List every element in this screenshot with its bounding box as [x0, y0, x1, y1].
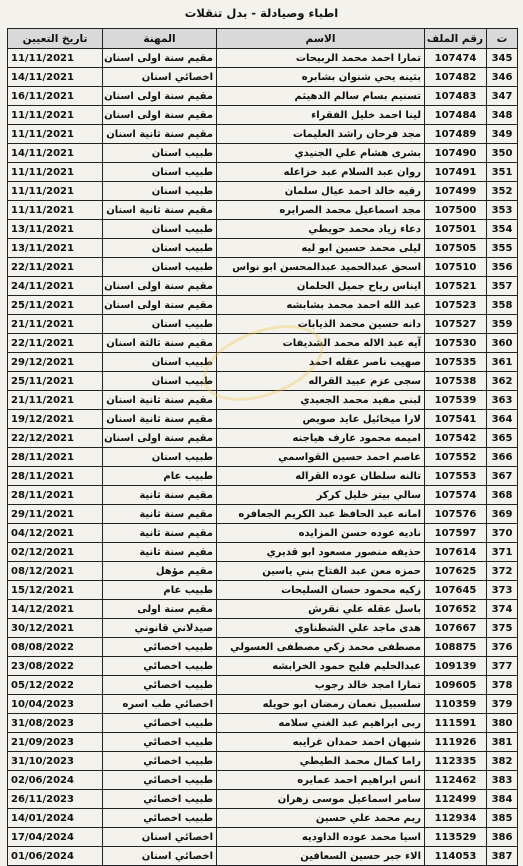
row-number: 363	[487, 391, 518, 410]
row-file-number: 107489	[425, 125, 487, 144]
row-name: سلسبيل نعمان رمضان ابو حويله	[217, 695, 425, 714]
row-number: 359	[487, 315, 518, 334]
row-name: عبد الله احمد محمد بشابشه	[217, 296, 425, 315]
row-file-number: 107510	[425, 258, 487, 277]
row-name: سالي بيتر خليل كركر	[217, 486, 425, 505]
table-row	[8, 676, 518, 695]
row-name: مجد فرحان راشد العليمات	[217, 125, 425, 144]
row-number: 353	[487, 201, 518, 220]
row-number: 350	[487, 144, 518, 163]
row-profession: مقيم سنة ثانية	[103, 524, 217, 543]
row-appointment-date: 25/11/2021	[8, 296, 103, 315]
row-name: روان عبد السلام عبد خزاعله	[217, 163, 425, 182]
table-row	[8, 505, 518, 524]
row-file-number: 111591	[425, 714, 487, 733]
row-file-number: 107538	[425, 372, 487, 391]
row-profession: اخصائي طب اسره	[103, 695, 217, 714]
row-profession: طبيب عام	[103, 581, 217, 600]
row-profession: مقيم سنة اولى	[103, 600, 217, 619]
row-profession: طبيب اسنان	[103, 448, 217, 467]
row-file-number: 107553	[425, 467, 487, 486]
row-appointment-date: 29/12/2021	[8, 353, 103, 372]
table-row	[8, 125, 518, 144]
row-appointment-date: 11/11/2021	[8, 182, 103, 201]
row-file-number: 107535	[425, 353, 487, 372]
row-name: بشرى هشام علي الجنيدي	[217, 144, 425, 163]
row-profession: اخصائي اسنان	[103, 828, 217, 847]
table-row	[8, 182, 518, 201]
row-number: 345	[487, 49, 518, 68]
row-file-number: 107501	[425, 220, 487, 239]
row-file-number: 107574	[425, 486, 487, 505]
row-number: 380	[487, 714, 518, 733]
row-name: صهيب ناصر عقله احمد	[217, 353, 425, 372]
row-number: 372	[487, 562, 518, 581]
row-number: 375	[487, 619, 518, 638]
row-file-number: 107474	[425, 49, 487, 68]
row-name: لبنى مفيد محمد الجعيدي	[217, 391, 425, 410]
row-number: 364	[487, 410, 518, 429]
row-profession: طبيب اخصائي	[103, 676, 217, 695]
row-profession: مقيم سنة ثانية اسنان	[103, 125, 217, 144]
table-row	[8, 315, 518, 334]
table-row	[8, 790, 518, 809]
row-appointment-date: 14/11/2021	[8, 144, 103, 163]
table-row	[8, 581, 518, 600]
row-file-number: 107652	[425, 600, 487, 619]
row-number: 360	[487, 334, 518, 353]
table-row	[8, 277, 518, 296]
row-number: 377	[487, 657, 518, 676]
row-number: 352	[487, 182, 518, 201]
row-file-number: 107484	[425, 106, 487, 125]
row-name: عبدالحليم فليح حمود الخرابشه	[217, 657, 425, 676]
row-number: 367	[487, 467, 518, 486]
row-profession: اخصائي اسنان	[103, 68, 217, 87]
row-name: شيهان احمد حمدان غرايبه	[217, 733, 425, 752]
row-profession: طبيب اخصائي	[103, 657, 217, 676]
row-name: لينا احمد خليل الفقراء	[217, 106, 425, 125]
row-profession: مقيم سنة ثالثة اسنان	[103, 334, 217, 353]
row-appointment-date: 02/12/2021	[8, 543, 103, 562]
row-appointment-date: 22/11/2021	[8, 334, 103, 353]
row-file-number: 107491	[425, 163, 487, 182]
row-name: امانه عبد الحافظ عبد الكريم الجعافره	[217, 505, 425, 524]
row-appointment-date: 25/11/2021	[8, 372, 103, 391]
header-name: الاسم	[217, 29, 425, 49]
row-file-number: 110359	[425, 695, 487, 714]
row-appointment-date: 02/06/2024	[8, 771, 103, 790]
row-file-number: 107552	[425, 448, 487, 467]
row-appointment-date: 11/11/2021	[8, 201, 103, 220]
row-number: 384	[487, 790, 518, 809]
table-row	[8, 847, 518, 866]
row-name: الاء جبر حسين السعافين	[217, 847, 425, 866]
row-profession: مقيم سنة ثانية	[103, 486, 217, 505]
row-appointment-date: 16/11/2021	[8, 87, 103, 106]
row-name: ناديه عوده حسن المزايده	[217, 524, 425, 543]
row-number: 356	[487, 258, 518, 277]
row-number: 378	[487, 676, 518, 695]
row-number: 376	[487, 638, 518, 657]
row-appointment-date: 23/08/2022	[8, 657, 103, 676]
row-number: 351	[487, 163, 518, 182]
row-file-number: 111926	[425, 733, 487, 752]
row-file-number: 112462	[425, 771, 487, 790]
table-row	[8, 391, 518, 410]
row-appointment-date: 29/11/2021	[8, 505, 103, 524]
table-row	[8, 239, 518, 258]
row-file-number: 107576	[425, 505, 487, 524]
table-row	[8, 220, 518, 239]
table-row	[8, 638, 518, 657]
table-row	[8, 49, 518, 68]
row-appointment-date: 15/12/2021	[8, 581, 103, 600]
row-file-number: 108875	[425, 638, 487, 657]
row-file-number: 107542	[425, 429, 487, 448]
row-number: 348	[487, 106, 518, 125]
header-appointment-date: تاريخ التعيين	[8, 29, 103, 49]
row-appointment-date: 05/12/2022	[8, 676, 103, 695]
table-row	[8, 771, 518, 790]
row-profession: طبيب اسنان	[103, 315, 217, 334]
allowance-table	[7, 28, 518, 866]
row-profession: مقيم سنة ثانية اسنان	[103, 391, 217, 410]
row-number: 369	[487, 505, 518, 524]
document-title: اطباء وصيادلة - بدل تنقلات	[184, 6, 339, 20]
row-name: تمارا امجد خالد رجوب	[217, 676, 425, 695]
row-name: سامر اسماعيل موسى زهران	[217, 790, 425, 809]
row-profession: طبيب اسنان	[103, 239, 217, 258]
table-row	[8, 163, 518, 182]
table-row	[8, 809, 518, 828]
table-row	[8, 619, 518, 638]
row-appointment-date: 17/04/2024	[8, 828, 103, 847]
row-appointment-date: 21/11/2021	[8, 315, 103, 334]
table-row	[8, 201, 518, 220]
table-row	[8, 372, 518, 391]
row-profession: مقيم سنة ثانية اسنان	[103, 410, 217, 429]
row-name: دانه حسين محمد الذيابات	[217, 315, 425, 334]
row-appointment-date: 28/11/2021	[8, 467, 103, 486]
row-profession: مقيم سنة اولى اسنان	[103, 87, 217, 106]
row-profession: طبيب اخصائي	[103, 790, 217, 809]
row-name: لارا ميخائيل عايد صويص	[217, 410, 425, 429]
row-profession: مقيم مؤهل	[103, 562, 217, 581]
row-profession: طبيب اخصائي	[103, 752, 217, 771]
table-row	[8, 752, 518, 771]
row-number: 347	[487, 87, 518, 106]
row-appointment-date: 14/11/2021	[8, 68, 103, 87]
row-profession: طبيب اسنان	[103, 182, 217, 201]
row-appointment-date: 26/11/2023	[8, 790, 103, 809]
row-number: 366	[487, 448, 518, 467]
row-appointment-date: 22/12/2021	[8, 429, 103, 448]
row-appointment-date: 21/11/2021	[8, 391, 103, 410]
row-profession: مقيم سنة اولى اسنان	[103, 277, 217, 296]
table-row	[8, 828, 518, 847]
row-profession: مقيم سنة اولى اسنان	[103, 429, 217, 448]
row-file-number: 107597	[425, 524, 487, 543]
header-file-number: رقم الملف	[425, 29, 487, 49]
row-file-number: 107645	[425, 581, 487, 600]
row-file-number: 107527	[425, 315, 487, 334]
row-name: رقيه خالد احمد عيال سلمان	[217, 182, 425, 201]
header-number: ت	[487, 29, 518, 49]
row-profession: اخصائي اسنان	[103, 847, 217, 866]
row-name: تسنيم بسام سالم الدهيثم	[217, 87, 425, 106]
row-name: اسيا محمد عوده الداوديه	[217, 828, 425, 847]
table-row	[8, 87, 518, 106]
row-profession: مقيم سنة ثانية اسنان	[103, 201, 217, 220]
row-profession: طبيب اخصائي	[103, 809, 217, 828]
row-number: 371	[487, 543, 518, 562]
row-appointment-date: 28/11/2021	[8, 448, 103, 467]
row-profession: طبيب اخصائي	[103, 733, 217, 752]
row-number: 382	[487, 752, 518, 771]
row-number: 355	[487, 239, 518, 258]
row-appointment-date: 11/11/2021	[8, 49, 103, 68]
row-appointment-date: 14/12/2021	[8, 600, 103, 619]
row-name: دعاء زياد محمد حويطي	[217, 220, 425, 239]
row-name: ليلى محمد حسين ابو ليه	[217, 239, 425, 258]
row-profession: طبيب اسنان	[103, 353, 217, 372]
row-number: 383	[487, 771, 518, 790]
row-appointment-date: 28/11/2021	[8, 486, 103, 505]
table-body	[8, 49, 518, 866]
row-profession: طبيب اسنان	[103, 258, 217, 277]
row-profession: صيدلاني قانوني	[103, 619, 217, 638]
row-number: 368	[487, 486, 518, 505]
row-profession: مقيم سنة اولى اسنان	[103, 49, 217, 68]
table-row	[8, 448, 518, 467]
row-number: 354	[487, 220, 518, 239]
row-file-number: 107505	[425, 239, 487, 258]
row-appointment-date: 13/11/2021	[8, 239, 103, 258]
row-appointment-date: 10/04/2023	[8, 695, 103, 714]
row-number: 386	[487, 828, 518, 847]
row-file-number: 107541	[425, 410, 487, 429]
row-appointment-date: 04/12/2021	[8, 524, 103, 543]
row-file-number: 109605	[425, 676, 487, 695]
row-number: 349	[487, 125, 518, 144]
table-row	[8, 562, 518, 581]
row-file-number: 107483	[425, 87, 487, 106]
table-row	[8, 68, 518, 87]
row-profession: طبيب اسنان	[103, 144, 217, 163]
row-file-number: 112934	[425, 809, 487, 828]
row-number: 370	[487, 524, 518, 543]
table-row	[8, 106, 518, 125]
row-name: بثينه يحي شنوان بشابره	[217, 68, 425, 87]
table-row	[8, 714, 518, 733]
row-name: اميمه محمود عارف هياجنه	[217, 429, 425, 448]
row-name: سجى عزم عبيد القراله	[217, 372, 425, 391]
row-appointment-date: 11/11/2021	[8, 106, 103, 125]
row-appointment-date: 21/09/2023	[8, 733, 103, 752]
row-name: ربى ابراهيم عبد الغني سلامه	[217, 714, 425, 733]
header-profession: المهنة	[103, 29, 217, 49]
row-profession: مقيم سنة ثانية	[103, 505, 217, 524]
table-row	[8, 258, 518, 277]
row-appointment-date: 31/10/2023	[8, 752, 103, 771]
row-number: 365	[487, 429, 518, 448]
row-file-number: 112335	[425, 752, 487, 771]
row-number: 358	[487, 296, 518, 315]
row-file-number: 113529	[425, 828, 487, 847]
row-appointment-date: 01/06/2024	[8, 847, 103, 866]
row-file-number: 107539	[425, 391, 487, 410]
row-name: باسل عقله علي نقرش	[217, 600, 425, 619]
row-name: راما كمال محمد الطيطي	[217, 752, 425, 771]
row-number: 346	[487, 68, 518, 87]
row-appointment-date: 11/11/2021	[8, 163, 103, 182]
row-name: عاصم احمد حسين القواسمي	[217, 448, 425, 467]
row-file-number: 107499	[425, 182, 487, 201]
row-name: حمزه معن عبد الفتاح بني ياسين	[217, 562, 425, 581]
row-name: هدى ماجد علي الشطناوي	[217, 619, 425, 638]
row-profession: طبيب اخصائي	[103, 638, 217, 657]
table-row	[8, 467, 518, 486]
row-number: 361	[487, 353, 518, 372]
table-row	[8, 353, 518, 372]
table-row	[8, 733, 518, 752]
row-number: 381	[487, 733, 518, 752]
row-appointment-date: 30/12/2021	[8, 619, 103, 638]
row-appointment-date: 22/11/2021	[8, 258, 103, 277]
row-file-number: 109139	[425, 657, 487, 676]
row-appointment-date: 08/08/2022	[8, 638, 103, 657]
row-number: 385	[487, 809, 518, 828]
row-profession: طبيب اسنان	[103, 372, 217, 391]
row-name: ريم محمد علي حسين	[217, 809, 425, 828]
row-name: انس ابراهيم احمد عمايره	[217, 771, 425, 790]
table-row	[8, 429, 518, 448]
row-name: زكيه محمود حسان السليحات	[217, 581, 425, 600]
row-profession: مقيم سنة اولى اسنان	[103, 296, 217, 315]
row-appointment-date: 14/01/2024	[8, 809, 103, 828]
table-row	[8, 486, 518, 505]
row-number: 362	[487, 372, 518, 391]
table-row	[8, 657, 518, 676]
table-row	[8, 296, 518, 315]
row-name: تالنه سلطان عوده القراله	[217, 467, 425, 486]
row-number: 357	[487, 277, 518, 296]
row-file-number: 114053	[425, 847, 487, 866]
table-row	[8, 144, 518, 163]
row-name: تمارا احمد محمد الربيحات	[217, 49, 425, 68]
row-profession: مقيم سنة اولى اسنان	[103, 106, 217, 125]
row-name: آيه عبد الاله محمد الشديفات	[217, 334, 425, 353]
table-row	[8, 410, 518, 429]
row-appointment-date: 24/11/2021	[8, 277, 103, 296]
row-file-number: 107614	[425, 543, 487, 562]
row-name: حذيفه منصور مسعود ابو قديري	[217, 543, 425, 562]
row-file-number: 112499	[425, 790, 487, 809]
table-row	[8, 695, 518, 714]
row-file-number: 107521	[425, 277, 487, 296]
row-name: اسحق عبدالحميد عبدالمحسن ابو نواس	[217, 258, 425, 277]
row-number: 387	[487, 847, 518, 866]
row-file-number: 107667	[425, 619, 487, 638]
row-profession: طبيب اخصائي	[103, 714, 217, 733]
row-file-number: 107490	[425, 144, 487, 163]
table-row	[8, 600, 518, 619]
row-profession: طبيب اسنان	[103, 220, 217, 239]
row-file-number: 107482	[425, 68, 487, 87]
row-number: 373	[487, 581, 518, 600]
row-file-number: 107530	[425, 334, 487, 353]
row-name: ايناس رياح جميل الحلمان	[217, 277, 425, 296]
row-profession: طبيب اخصائي	[103, 771, 217, 790]
row-appointment-date: 13/11/2021	[8, 220, 103, 239]
row-appointment-date: 11/11/2021	[8, 125, 103, 144]
row-number: 379	[487, 695, 518, 714]
table-row	[8, 524, 518, 543]
row-file-number: 107625	[425, 562, 487, 581]
row-file-number: 107500	[425, 201, 487, 220]
table-row	[8, 543, 518, 562]
row-profession: مقيم سنة ثانية	[103, 543, 217, 562]
row-profession: طبيب اسنان	[103, 163, 217, 182]
row-file-number: 107523	[425, 296, 487, 315]
row-name: مجد اسماعيل محمد الصرايره	[217, 201, 425, 220]
table-row	[8, 334, 518, 353]
table-header-row	[8, 29, 518, 49]
row-name: مصطفى محمد زكي مصطفى العسولي	[217, 638, 425, 657]
row-profession: طبيب عام	[103, 467, 217, 486]
row-appointment-date: 19/12/2021	[8, 410, 103, 429]
row-appointment-date: 08/12/2021	[8, 562, 103, 581]
row-number: 374	[487, 600, 518, 619]
row-appointment-date: 31/08/2023	[8, 714, 103, 733]
